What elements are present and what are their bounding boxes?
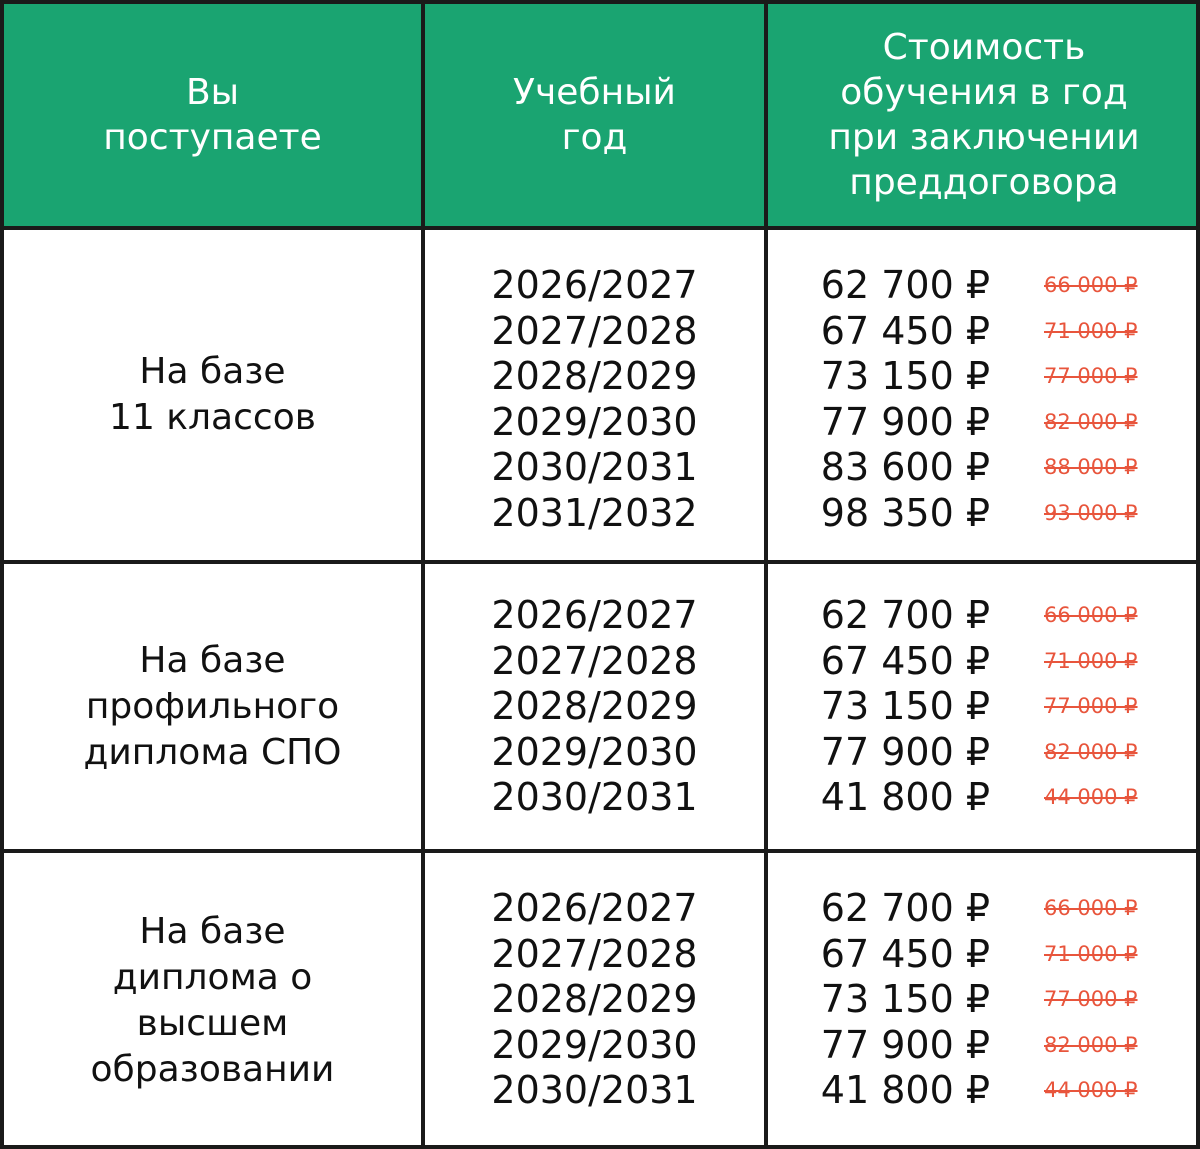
original-price: 71 000 ₽ <box>1044 941 1138 966</box>
academic-year: 2027/2028 <box>491 638 698 683</box>
academic-year: 2028/2029 <box>491 977 698 1022</box>
academic-year: 2030/2031 <box>491 775 698 820</box>
table-header <box>4 4 1196 226</box>
original-price: 82 000 ₽ <box>1044 1032 1138 1057</box>
academic-year: 2030/2031 <box>491 445 698 490</box>
column-divider <box>421 4 425 1145</box>
academic-year: 2026/2027 <box>491 263 698 307</box>
admission-basis-cell <box>4 564 421 849</box>
header-line: преддоговора <box>849 162 1119 203</box>
academic-year: 2031/2032 <box>491 490 698 535</box>
academic-year: 2029/2030 <box>491 399 698 444</box>
price-entry <box>768 932 1200 978</box>
original-price: 71 000 ₽ <box>1044 318 1138 343</box>
discounted-price: 83 600 ₽ <box>820 445 990 490</box>
price-entry <box>768 445 1200 491</box>
original-price: 77 000 ₽ <box>1044 364 1138 389</box>
discounted-price: 67 450 ₽ <box>820 931 990 976</box>
price-entry <box>768 639 1200 685</box>
admission-basis-cell <box>4 230 421 560</box>
discounted-price: 41 800 ₽ <box>820 775 990 820</box>
row-divider <box>4 560 1196 564</box>
price-entry <box>768 491 1200 537</box>
original-price: 71 000 ₽ <box>1044 648 1138 673</box>
price-entry <box>768 684 1200 730</box>
admission-basis-line: диплома СПО <box>83 731 342 773</box>
academic-year: 2030/2031 <box>491 1068 698 1113</box>
original-price: 66 000 ₽ <box>1044 603 1138 627</box>
header-admission-basis <box>4 4 421 226</box>
original-price: 82 000 ₽ <box>1044 739 1138 764</box>
discounted-price: 73 150 ₽ <box>820 354 990 399</box>
discounted-price: 62 700 ₽ <box>820 263 990 307</box>
discounted-price: 67 450 ₽ <box>820 308 990 353</box>
academic-year: 2029/2030 <box>491 729 698 774</box>
price-entry <box>768 1023 1200 1069</box>
header-tuition-cost <box>768 4 1200 226</box>
header-line: Вы <box>185 72 240 113</box>
header-academic-year <box>425 4 764 226</box>
prices-cell <box>768 263 1200 537</box>
admission-basis-line: профильного <box>85 685 340 727</box>
header-line: Стоимость <box>882 27 1086 68</box>
header-line: при заключении <box>828 117 1140 158</box>
academic-years-cell <box>425 886 764 1114</box>
header-line: Учебный <box>513 72 676 113</box>
original-price: 82 000 ₽ <box>1044 409 1138 434</box>
column-divider <box>764 4 768 1145</box>
discounted-price: 67 450 ₽ <box>820 638 990 683</box>
academic-year: 2027/2028 <box>491 931 698 976</box>
price-entry <box>768 730 1200 776</box>
prices-cell <box>768 886 1200 1114</box>
price-entry <box>768 263 1200 309</box>
discounted-price: 98 350 ₽ <box>820 490 990 535</box>
academic-year: 2028/2029 <box>491 354 698 399</box>
price-entry <box>768 400 1200 446</box>
admission-basis-line: На базе <box>139 351 286 392</box>
discounted-price: 41 800 ₽ <box>820 1068 990 1113</box>
admission-basis-line: высшем <box>136 1003 289 1044</box>
price-entry <box>768 1068 1200 1114</box>
admission-basis-cell <box>4 853 421 1149</box>
admission-basis-line: На базе <box>139 639 286 681</box>
row-divider <box>4 226 1196 230</box>
price-entry <box>768 309 1200 355</box>
original-price: 88 000 ₽ <box>1044 455 1138 480</box>
discounted-price: 73 150 ₽ <box>820 977 990 1022</box>
admission-basis-line: диплома о <box>112 957 313 998</box>
academic-year: 2026/2027 <box>491 593 698 637</box>
price-entry <box>768 593 1200 639</box>
original-price: 77 000 ₽ <box>1044 987 1138 1012</box>
table-row <box>4 853 1196 1149</box>
header-line: поступаете <box>103 117 322 158</box>
academic-year: 2029/2030 <box>491 1022 698 1067</box>
discounted-price: 77 900 ₽ <box>820 1022 990 1067</box>
table-row <box>4 564 1196 849</box>
admission-basis-line: 11 классов <box>109 397 316 438</box>
admission-basis-line: На базе <box>139 911 286 952</box>
academic-year: 2027/2028 <box>491 308 698 353</box>
original-price: 44 000 ₽ <box>1044 1078 1138 1103</box>
original-price: 93 000 ₽ <box>1044 500 1138 525</box>
academic-years-cell <box>425 593 764 821</box>
header-line: обучения в год <box>840 72 1128 113</box>
discounted-price: 77 900 ₽ <box>820 729 990 774</box>
discounted-price: 77 900 ₽ <box>820 399 990 444</box>
admission-basis-line: образовании <box>90 1049 335 1090</box>
academic-year: 2026/2027 <box>491 886 698 930</box>
original-price: 66 000 ₽ <box>1044 896 1138 920</box>
header-line: год <box>561 117 628 158</box>
academic-years-cell <box>425 263 764 537</box>
prices-cell <box>768 593 1200 821</box>
price-entry <box>768 775 1200 821</box>
discounted-price: 73 150 ₽ <box>820 684 990 729</box>
price-entry <box>768 354 1200 400</box>
original-price: 66 000 ₽ <box>1044 273 1138 297</box>
discounted-price: 62 700 ₽ <box>820 593 990 637</box>
table-row <box>4 230 1196 560</box>
row-divider <box>4 849 1196 853</box>
price-entry <box>768 886 1200 932</box>
academic-year: 2028/2029 <box>491 684 698 729</box>
discounted-price: 62 700 ₽ <box>820 886 990 930</box>
original-price: 44 000 ₽ <box>1044 785 1138 810</box>
original-price: 77 000 ₽ <box>1044 694 1138 719</box>
price-entry <box>768 977 1200 1023</box>
